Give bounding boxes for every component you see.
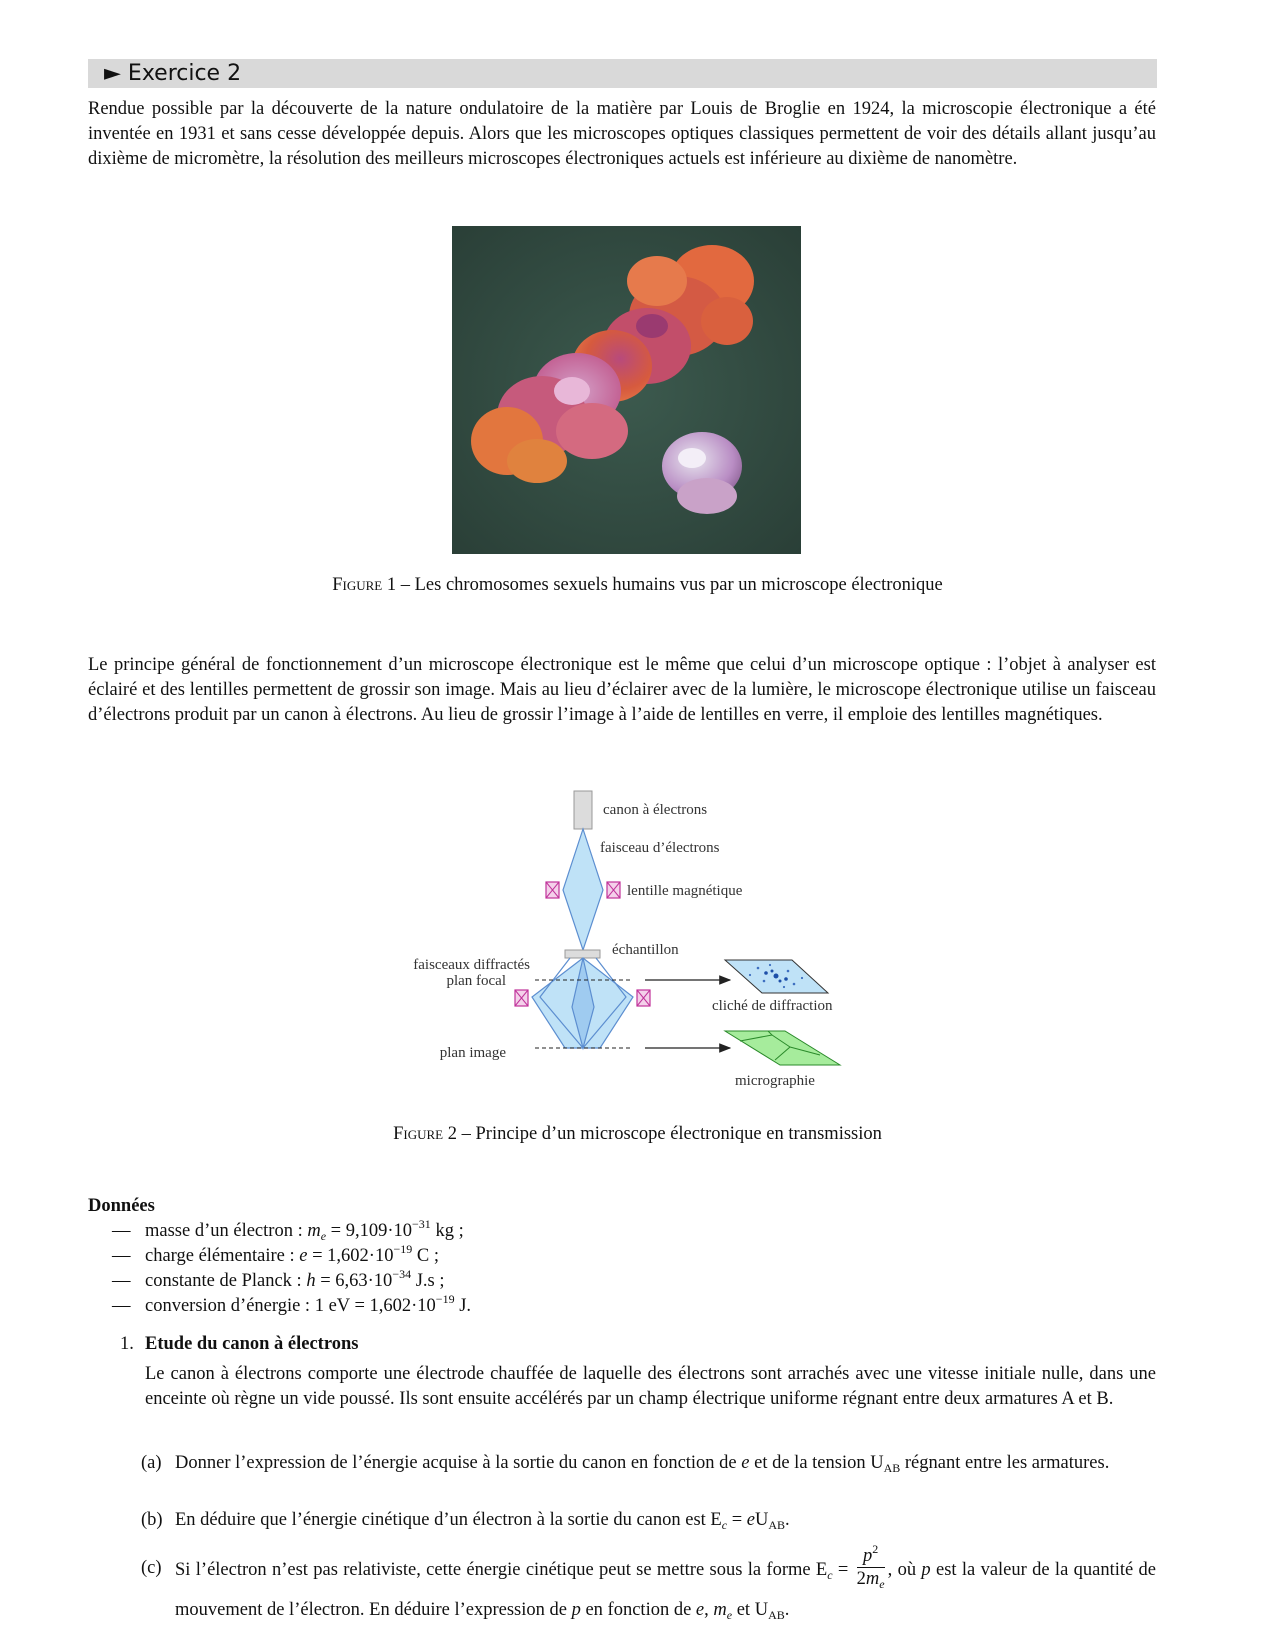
tem-diagram	[400, 785, 880, 1105]
exercise-title: ► Exercice 2	[104, 61, 242, 86]
micrograph-plate	[725, 1031, 840, 1065]
figure1-caption-text: – Les chromosomes sexuels humains vus par un microscope électronique	[396, 575, 943, 595]
donnees-item-charge: — charge élémentaire : $e = 1,602\cdot 10^{-19}$ C ;	[112, 1242, 439, 1266]
label-plan-focal: plan focal	[446, 973, 506, 989]
intro-paragraph: Rendue possible par la découverte de la nature ondulatoire de la matière par Louis de Broglie en 1924, la microscopie électronique a été inventée en 1931 et sans cesse développée depuis. Alors que les microscopes optiques classiques permettent de voir des détails allant jusqu’au dixième de micromètre, la résolution des meilleurs microscopes électroniques actuels est inférieure au dixième de nanomètre.	[88, 99, 1156, 169]
label-echantillon: échantillon	[612, 942, 679, 958]
magnetic-lens-upper-right	[607, 882, 620, 898]
electron-beam	[563, 829, 603, 950]
label-cliche: cliché de diffraction	[712, 998, 833, 1014]
figure1-caption	[0, 575, 1275, 596]
diffracted-beams	[532, 958, 633, 1048]
figure1-label: Figure 1	[332, 575, 397, 595]
magnetic-lens-lower-right	[637, 990, 650, 1006]
donnees-item-conversion: — conversion d’énergie : 1 eV = $1,602\cdot 10^{-19}$ J.	[112, 1292, 472, 1316]
question-1b: (b) En déduire que l’énergie cinétique d’un électron à la sortie du canon est $E_c = eU_{AB}$.	[141, 1510, 790, 1532]
question-1-text: Le canon à électrons comporte une électrode chauffée de laquelle des électrons sont arrachés avec une vitesse initiale nulle, dans une enceinte où règne un vide poussé. Ils sont ensuite accélérés par un champ électrique uniforme régnant entre deux armatures A et B.	[145, 1364, 1156, 1409]
sample	[565, 950, 600, 958]
question-1a: (a) Donner l’expression de l’énergie acquise à la sortie du canon en fonction de e et de la tension $U_{AB}$ régnant entre les armatures.	[141, 1453, 1110, 1475]
question-1c: (c) Si l’électron n’est pas relativiste, cette énergie cinétique peut se mettre sous la forme $E_c$ = $\frac{p^2}{2m_e}$ , où p est la valeur de la quantité de mouvement de l’électron. En déduire l’expression de p en fonction de e, $m_e$ et $U_{AB}$.	[141, 1542, 1157, 1622]
donnees-title: Données	[88, 1196, 155, 1216]
label-diffractes: faisceaux diffractés	[413, 957, 530, 973]
label-lentille: lentille magnétique	[627, 883, 743, 899]
electron-gun	[574, 791, 592, 829]
label-micrographie: micrographie	[735, 1073, 815, 1089]
figure2-caption	[0, 1124, 1275, 1145]
magnetic-lens-upper-left	[546, 882, 559, 898]
donnees-item-planck: — constante de Planck : $h = 6,63\cdot 10^{-34}$ J.s ;	[112, 1267, 445, 1291]
donnees-item-mass: — masse d’un électron : $m_e = 9,109\cdot 10^{-31}$ kg ;	[112, 1217, 464, 1243]
chromosome-micrograph	[452, 226, 801, 554]
label-faisceau: faisceau d’électrons	[600, 840, 720, 856]
ec-fraction: $\frac{p^2}{2m_e}$	[856, 1542, 885, 1591]
magnetic-lens-lower-left	[515, 990, 528, 1006]
label-plan-image: plan image	[439, 1045, 506, 1061]
figure2-caption-text: – Principe d’un microscope électronique en transmission	[457, 1124, 882, 1144]
diffraction-pattern	[725, 960, 828, 993]
question-1-title: 1. Etude du canon à électrons	[120, 1334, 359, 1354]
principle-paragraph: Le principe général de fonctionnement d’un microscope électronique est le même que celui d’un microscope optique : l’objet à analyser est éclairé et des lentilles permettent de grossir son image. Mais au lieu d’éclairer avec de la lumière, le microscope électronique utilise un faisceau d’électrons produit par un canon à électrons. Au lieu de grossir l’image à l’aide de lentilles en verre, il emploie des lentilles magnétiques.	[88, 655, 1156, 725]
figure2-label: Figure 2	[393, 1124, 457, 1144]
label-canon: canon à électrons	[603, 802, 708, 818]
exercise-header-bar	[88, 59, 1157, 88]
